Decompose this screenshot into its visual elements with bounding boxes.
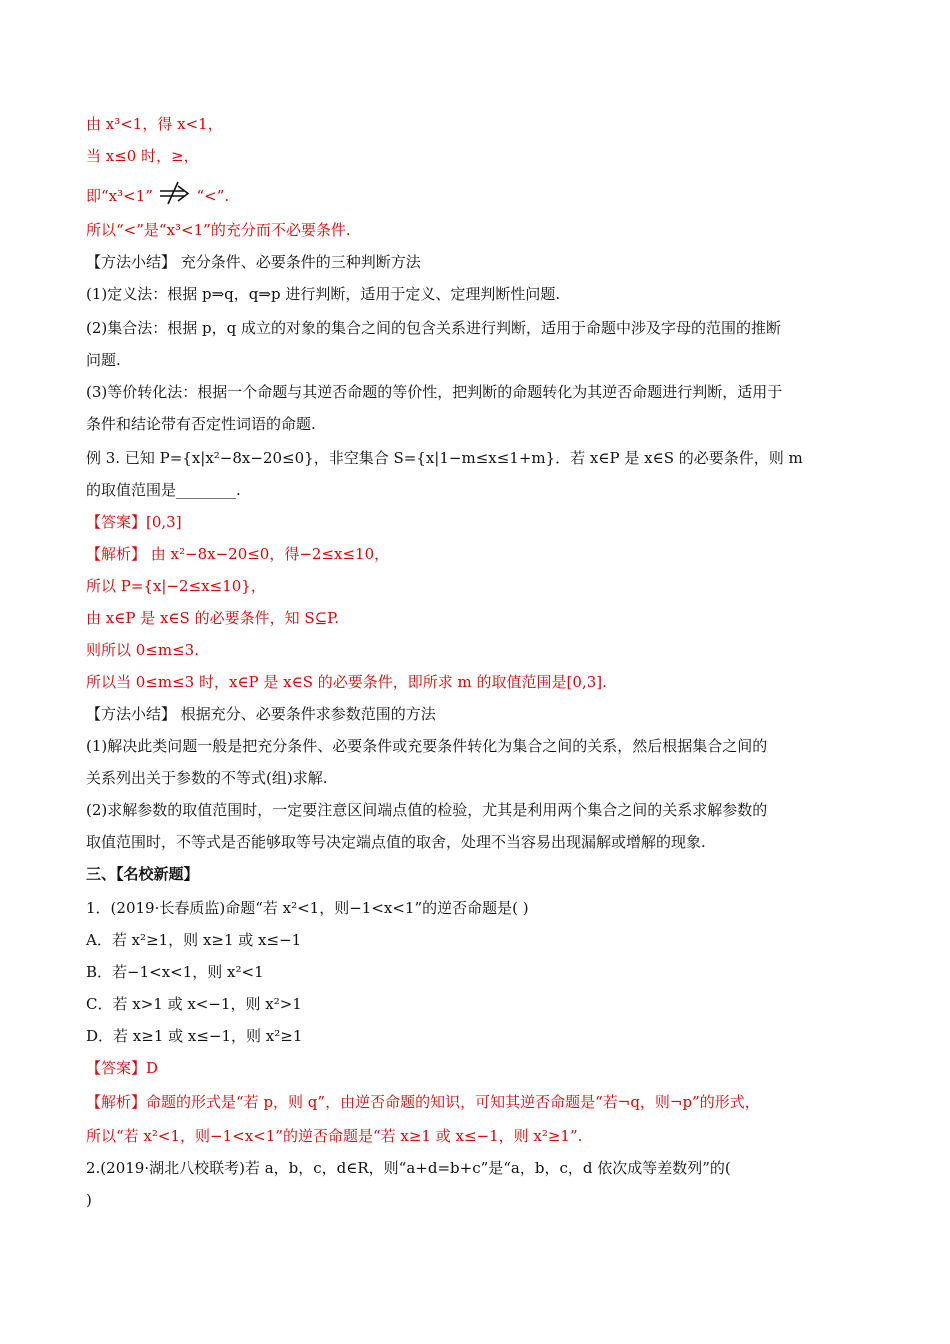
option-b: B．若−1<x<1，则 x²<1 xyxy=(86,963,264,981)
section-heading: 三、【名校新题】 xyxy=(86,865,199,883)
analysis-line: 所以 P={x|−2≤x≤10}， xyxy=(86,577,266,595)
method-item: (2)集合法：根据 p，q 成立的对象的集合之间的包含关系进行判断，适用于命题中涉及字母的范围的推断 xyxy=(86,319,781,337)
example-question: 的取值范围是________. xyxy=(86,481,241,499)
method-item: (3)等价转化法：根据一个命题与其逆否命题的等价性，把判断的命题转化为其逆否命题进行判断，适用于 xyxy=(86,383,783,401)
question-stem: ) xyxy=(86,1191,92,1209)
method-item: (1)解决此类问题一般是把充分条件、必要条件或充要条件转化为集合之间的关系，然后根据集合之间的 xyxy=(86,737,768,755)
method-summary-heading: 【方法小结】 根据充分、必要条件求参数范围的方法 xyxy=(86,705,436,723)
example-question: 例 3. 已知 P={x|x²−8x−20≤0}，非空集合 S={x|1−m≤x≤1+m}．若 x∈P 是 x∈S 的必要条件，则 m xyxy=(86,449,803,467)
solution-line: 所以“<”是“x³<1”的充分而不必要条件. xyxy=(86,221,351,239)
analysis-line: 由 x∈P 是 x∈S 的必要条件，知 S⊆P. xyxy=(86,609,340,627)
method-item: (1)定义法：根据 p⇒q，q⇒p 进行判断，适用于定义、定理判断性问题. xyxy=(86,285,561,303)
analysis-line: 所以当 0≤m≤3 时，x∈P 是 x∈S 的必要条件，即所求 m 的取值范围是[0,3]. xyxy=(86,673,607,691)
analysis-line: 【解析】命题的形式是“若 p，则 q”，由逆否命题的知识，可知其逆否命题是“若¬q，则¬p”的形式， xyxy=(86,1093,760,1111)
condition-text: “<”. xyxy=(196,187,230,205)
analysis-line: 则所以 0≤m≤3. xyxy=(86,641,199,659)
solution-line: 由 x³<1，得 x<1， xyxy=(86,115,223,133)
option-d: D．若 x≥1 或 x≤−1，则 x²≥1 xyxy=(86,1027,303,1045)
method-item: 关系列出关于参数的不等式(组)求解. xyxy=(86,769,328,787)
option-a: A．若 x²≥1，则 x≥1 或 x≤−1 xyxy=(86,931,302,949)
solution-line: 当 x≤0 时，≥， xyxy=(86,147,199,165)
method-item: 问题. xyxy=(86,351,121,369)
question-stem: 2.(2019·湖北八校联考)若 a，b，c，d∈R，则“a+d=b+c”是“a，b，c，d 依次成等差数列”的( xyxy=(86,1159,731,1177)
method-item: 取值范围时，不等式是否能够取等号决定端点值的取舍，处理不当容易出现漏解或增解的现象. xyxy=(86,833,706,851)
answer-line: 【答案】D xyxy=(86,1059,159,1077)
question-stem: 1．(2019·长春质监)命题“若 x²<1，则−1<x<1”的逆否命题是( ) xyxy=(86,899,529,917)
method-item: (2)求解参数的取值范围时，一定要注意区间端点值的检验，尤其是利用两个集合之间的关系求解参数的 xyxy=(86,801,768,819)
answer-line: 【答案】[0,3] xyxy=(86,513,182,531)
solution-line xyxy=(86,186,870,207)
option-c: C．若 x>1 或 x<−1，则 x²>1 xyxy=(86,995,302,1013)
analysis-line: 所以“若 x²<1，则−1<x<1”的逆否命题是“若 x≥1 或 x≤−1，则 x²≥1”. xyxy=(86,1127,583,1145)
method-item: 条件和结论带有否定性词语的命题. xyxy=(86,415,316,433)
method-summary-heading: 【方法小结】 充分条件、必要条件的三种判断方法 xyxy=(86,253,421,271)
analysis-line: 【解析】 由 x²−8x−20≤0，得−2≤x≤10， xyxy=(86,545,390,563)
not-imply-icon xyxy=(158,187,192,207)
condition-text: 即“x³<1” xyxy=(86,187,153,205)
